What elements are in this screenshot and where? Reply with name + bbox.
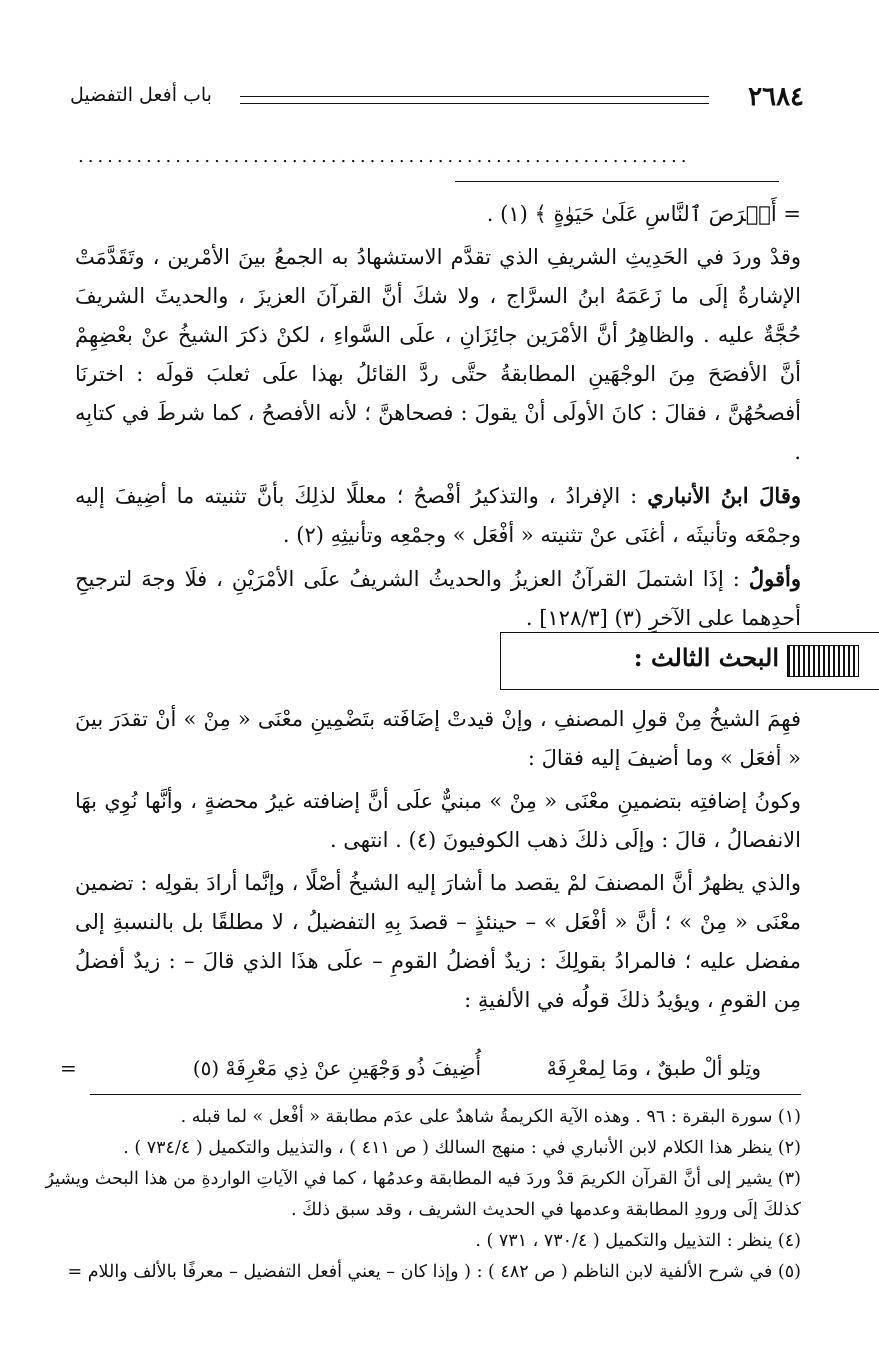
- footnote: (٣) يشير إلى أنَّ القرآن الكريمَ قدْ وردَ فيه المطابقة وعدمُها ، كما في الآياتِ الواردةِ من هذا البحث ويشيرُ كذلكَ إلَى ورودِ المطابقة وعدمها في الحديث الشريف ، وقد سبق ذلكَ .: [45, 1169, 801, 1220]
- footnote: (٤) ينظر : التذييل والتكميل ( ٧٣٠/٤ ، ٧٣١ ) .: [475, 1231, 801, 1251]
- verse-hemistich-second: أُضِيفَ ذُو وَجْهَينِ عنْ ذِي مَعْرِفَهْ (٥): [192, 1056, 481, 1080]
- footnote: (٥) في شرح الألفية لابن الناظم ( ص ٤٨٢ ) : ( وإذا كان – يعني أفعل التفضيل – معرفًا بالألف واللام =: [67, 1262, 801, 1282]
- hatch-ornament: [787, 645, 859, 677]
- main-text: [75, 195, 801, 642]
- main-text-2: [75, 700, 801, 1024]
- paragraph: وكونُ إضافتِه بتضمينِ معْنَى « مِنْ » مبنيٌّ علَى أنَّ إضافته غيرُ محضةٍ ، وأنَّها نُوِي بهَا الانفصالُ ، قالَ : وإلَى ذلكَ ذهب الكوفيونَ (٤) . انتهى .: [75, 789, 801, 852]
- verse-hemistich-first: وتِلو ألْ طبقٌ ، ومَا لِمعْرِفَهْ: [546, 1056, 761, 1080]
- paragraph: [75, 559, 801, 638]
- paragraph: فهِمَ الشيخُ مِنْ قولِ المصنفِ ، وإنْ قيدتْ إضَافَته بتَضْمِينِ معْنَى « مِنْ » أنْ تقدَرَ بينَ « أفعَل » وما أضيفَ إليه فقالَ :: [75, 707, 801, 770]
- footnotes: [45, 1102, 801, 1288]
- section-heading-box: [500, 632, 879, 690]
- dotted-separator: ...............................................................: [78, 146, 691, 167]
- paragraph-text: : إذَا اشتملَ القرآنُ العزيزُ والحديثُ الشريفُ علَى الأمْرَيْنِ ، فلَا وجهَ لترجيحِ أحدِهما على الآخرِ (٣) [١٢٨/٣] .: [75, 567, 801, 630]
- chapter-title: باب أفعل التفضيل: [70, 84, 212, 106]
- speaker-label: وأقولُ: [748, 566, 801, 591]
- paragraph: وقدْ وردَ في الحَدِيثِ الشريفِ الذي تقدَّم الاستشهادُ به الجمعُ بينَ الأمْرين ، وتَقَدَّمَتْ الإشارةُ إلَى ما زَعَمَهُ ابنُ السرَّاج ، ولا شكَ أنَّ القرآنَ العزيزَ ، والحديثَ الشريفَ حُجَّةٌ عليه . والظاهِرُ أنَّ الأمْرَين جائِزَانِ ، علَى السَّواءِ ، لكنْ ذكرَ الشيخُ عنْ بعْضِهِمْ أنَّ الأفصَحَ مِنَ الوجْهَينِ المطابقةُ حتَّى ردَّ القائلُ بهذا علَى ثعلبَ قولَه : اخترنَا أفصحُهُنَّ ، فقالَ : كانَ الأولَى أنْ يقولَ : فصحاهنَّ ؛ لأنه الأفصحُ ، كما شرطَ في كتابِه .: [75, 245, 801, 464]
- page-number: ٢٦٨٤: [748, 82, 804, 112]
- paragraph: والذي يظهرُ أنَّ المصنفَ لمْ يقصد ما أشارَ إليه الشيخُ أصْلًا ، وإنَّما أرادَ بقولِه : تضمين معْنَى « مِنْ » ؛ أنَّ « أفْعَل » – حينئذٍ – قصدَ بِهِ التفضيلُ ، لا مطلقًا بل بالنسبةِ إلى مفضل عليه ؛ فالمرادُ بقولِكَ : زيدٌ أفضلُ القومِ – علَى هذَا الذي قالَ – : زيدٌ أفضلُ مِن القومِ ، ويؤيدُ ذلكَ قولُه في الألفيةِ :: [75, 871, 801, 1012]
- footnote: (١) سورة البقرة : ٩٦ . وهذه الآية الكريمةُ شاهدٌ على عدَم مطابقة « أفْعل » لما قبله .: [180, 1107, 801, 1127]
- running-header: [70, 82, 804, 116]
- continuation-mark: =: [60, 1056, 77, 1080]
- footnote-separator: [90, 1094, 801, 1095]
- speaker-label: وقالَ ابنُ الأنباري: [647, 483, 802, 508]
- section-title: البحث الثالث :: [633, 643, 779, 672]
- paragraph-text: : الإفرادُ ، والتذكيرُ أفْصحُ ؛ معللًا لذلِكَ بأنَّ تثنيته ما أضِيفَ إليه وجمْعَه وتأنيثَه ، أغنَى عنْ تثنيته « أفْعَل » وجمْعِه وتأنيثِهِ (٢) .: [75, 484, 801, 547]
- continuation-rule: [455, 181, 779, 182]
- quran-continuation-line: = أَحۡرَصَ ٱلنَّاسِ عَلَىٰ حَيَوٰةٍ ﴾ (١) .: [486, 202, 801, 226]
- header-rule: [240, 96, 709, 104]
- footnote: (٢) ينظر هذا الكلام لابن الأنباري في : منهج السالك ( ص ٤١١ ) ، والتذييل والتكميل ( ٧٣٤/٤ ) .: [123, 1138, 801, 1158]
- paragraph: [75, 476, 801, 555]
- poetry-verse: [60, 1050, 801, 1090]
